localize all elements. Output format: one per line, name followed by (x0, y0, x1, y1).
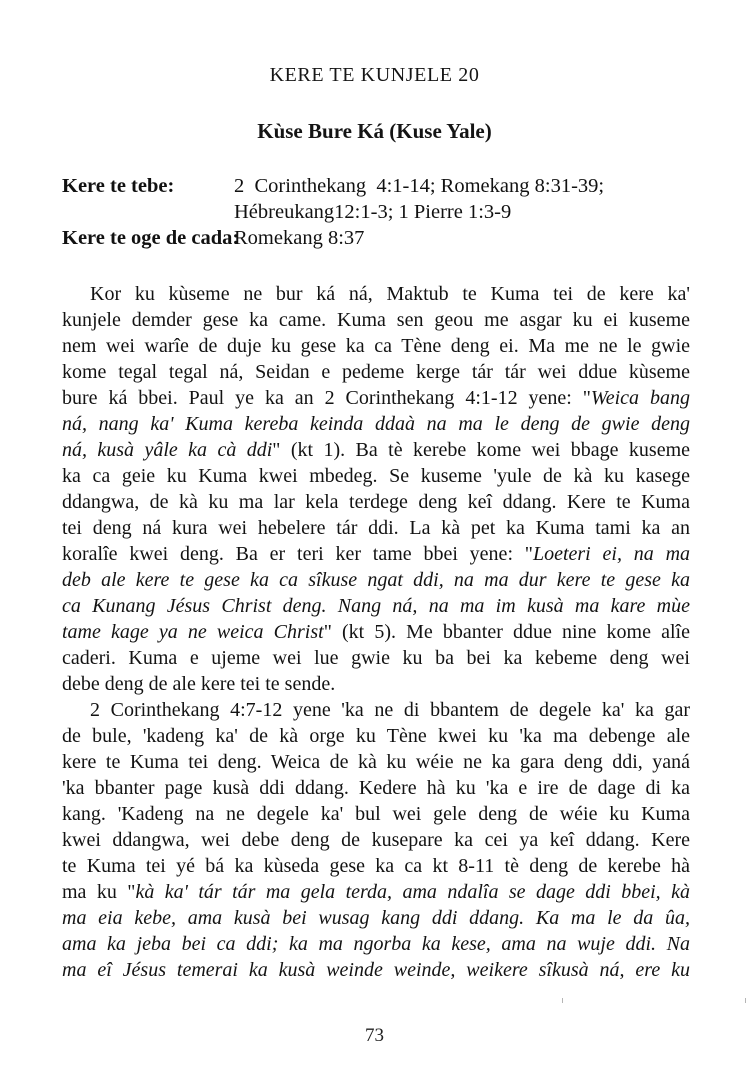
reference-row (62, 225, 698, 251)
quoted-text: ama ka jeba bei ca ddi; ka ma ngorba ka kese, ama na wuje ddi. Na (62, 933, 690, 955)
body-text-segment: " (kt 5). Me bbanter ddue nine kome alîe (323, 621, 690, 643)
body-text-segment: tei deng ná kura wei hebelere tár ddi. La kà pet ka Kuma tami ka an (62, 517, 690, 539)
text-line (62, 333, 690, 359)
text-line (62, 307, 690, 333)
text-line (62, 619, 690, 645)
reference-label: Kere te oge de cada: (62, 227, 240, 249)
scan-artifact (562, 998, 563, 1003)
quoted-text: ma eia kebe, ama kusà bei wusag kang ddi ddang. Ka ma le da ûa, (62, 907, 690, 929)
quoted-text: tame kage ya ne weica Christ (62, 621, 324, 643)
body-text-segment: bure ká bbei. Paul ye ka an 2 Corinthekang 4:1-12 yene: " (62, 387, 591, 409)
text-line (62, 593, 690, 619)
text-line (62, 853, 690, 879)
text-line (62, 723, 690, 749)
body-text-segment: 2 Corinthekang 4:7-12 yene 'ka ne di bbantem de degele ka' ka gar (90, 699, 690, 721)
text-line (62, 411, 690, 437)
text-line (62, 541, 690, 567)
body-text-segment: kang. 'Kadeng na ne degele ka' bul wei gele deng de wéie ku Kuma (62, 803, 690, 825)
text-line (62, 749, 690, 775)
quoted-text: ná, nang ka' Kuma kereba keinda ddaà na ma le deng de gwie deng (62, 413, 690, 435)
section-title: Kùse Bure Ká (Kuse Yale) (257, 119, 492, 143)
reference-row (62, 173, 698, 199)
text-line (62, 567, 690, 593)
scan-artifact (745, 998, 746, 1003)
quoted-text: Weica bang (590, 387, 690, 409)
text-line (62, 359, 690, 385)
text-line (62, 801, 690, 827)
body-text-segment: nem wei warîe de duje ku gese ka ca Tène deng ei. Ma me ne le gwie (62, 335, 690, 357)
text-line (62, 281, 690, 307)
text-line (62, 931, 690, 957)
body-text-segment: ddangwa, de kà ku ma lar kela terdege deng keî ddang. Kere te Kuma (62, 491, 690, 513)
reference-value: Romekang 8:37 (234, 227, 365, 249)
text-line (62, 697, 690, 723)
text-line (62, 437, 690, 463)
body-text-segment: caderi. Kuma e ujeme wei lue gwie ku ba bei ka kebeme deng wei (62, 647, 690, 669)
text-line (62, 957, 690, 983)
text-line (62, 489, 690, 515)
text-line (62, 827, 690, 853)
body-text-segment: debe deng de ale kere tei te sende. (62, 673, 336, 695)
text-line (62, 905, 690, 931)
text-line (62, 515, 690, 541)
page-number: 73 (365, 1025, 384, 1046)
quoted-text: ná, kusà yâle ka cà ddi (62, 439, 273, 461)
text-line (62, 645, 690, 671)
body-text-segment: 'ka bbanter page kusà ddi ddang. Kedere hà ku 'ka e ire de dage di ka (62, 777, 690, 799)
body-text-segment: kunjele demder gese ka came. Kuma sen geou me asgar ku ei kuseme (62, 309, 690, 331)
reference-label (62, 199, 234, 225)
body-text-segment: de bule, 'kadeng ka' de kà orge ku Tène kwei ku 'ka ma debenge ale (62, 725, 690, 747)
text-line (62, 671, 690, 697)
body-text-segment: ka ca geie ku Kuma kwei mbedeg. Se kuseme 'yule de kà ku kasege (62, 465, 690, 487)
body-text-segment: " (kt 1). Ba tè kerebe kome wei bbage kuseme (272, 439, 691, 461)
reference-value: Hébreukang12:1-3; 1 Pierre 1:3-9 (234, 201, 512, 223)
reference-value: 2 Corinthekang 4:1-14; Romekang 8:31-39; (234, 175, 605, 197)
body-text-segment: kere te Kuma tei deng. Weica de kà ku wéie ne ka gara deng ddi, yaná (62, 751, 690, 773)
reference-row (62, 199, 698, 225)
quoted-text: ma eî Jésus temerai ka kusà weinde weinde, weikere sîkusà ná, ere ku (62, 959, 690, 981)
text-line (62, 463, 690, 489)
quoted-text: ca Kunang Jésus Christ deng. Nang ná, na ma im kusà ma kare mùe (62, 595, 690, 617)
quoted-text: deb ale kere te gese ka ca sîkuse ngat ddi, na ma dur kere te gese ka (62, 569, 690, 591)
body-text-segment: kwei ddangwa, wei debe deng de kusepare ka cei ya keî ddang. Kere (62, 829, 690, 851)
scripture-references (62, 173, 698, 251)
text-line (62, 879, 690, 905)
text-line (62, 385, 690, 411)
body-text-segment: kome tegal tegal ná, Seidan e pedeme kerge tár tár wei ddue kùseme (62, 361, 690, 383)
body-text-segment: te Kuma tei yé bá ka kùseda gese ka ca kt 8-11 tè deng de kerebe hà (62, 855, 690, 877)
quoted-text: Loeteri ei, na ma (532, 543, 691, 565)
quoted-text: kà ka' tár tár ma gela terda, ama ndalîa se dage ddi bbei, kà (135, 881, 690, 903)
body-text-segment: koralîe kwei deng. Ba er teri ker tame bbei yene: " (62, 543, 533, 565)
body-text-segment: ma ku " (62, 881, 136, 903)
reference-label: Kere te tebe: (62, 175, 175, 197)
body-text-segment: Kor ku kùseme ne bur ká ná, Maktub te Kuma tei de kere ka' (90, 283, 690, 305)
page-title: KERE TE KUNJELE 20 (269, 64, 480, 86)
text-line (62, 775, 690, 801)
body-text (62, 281, 690, 983)
